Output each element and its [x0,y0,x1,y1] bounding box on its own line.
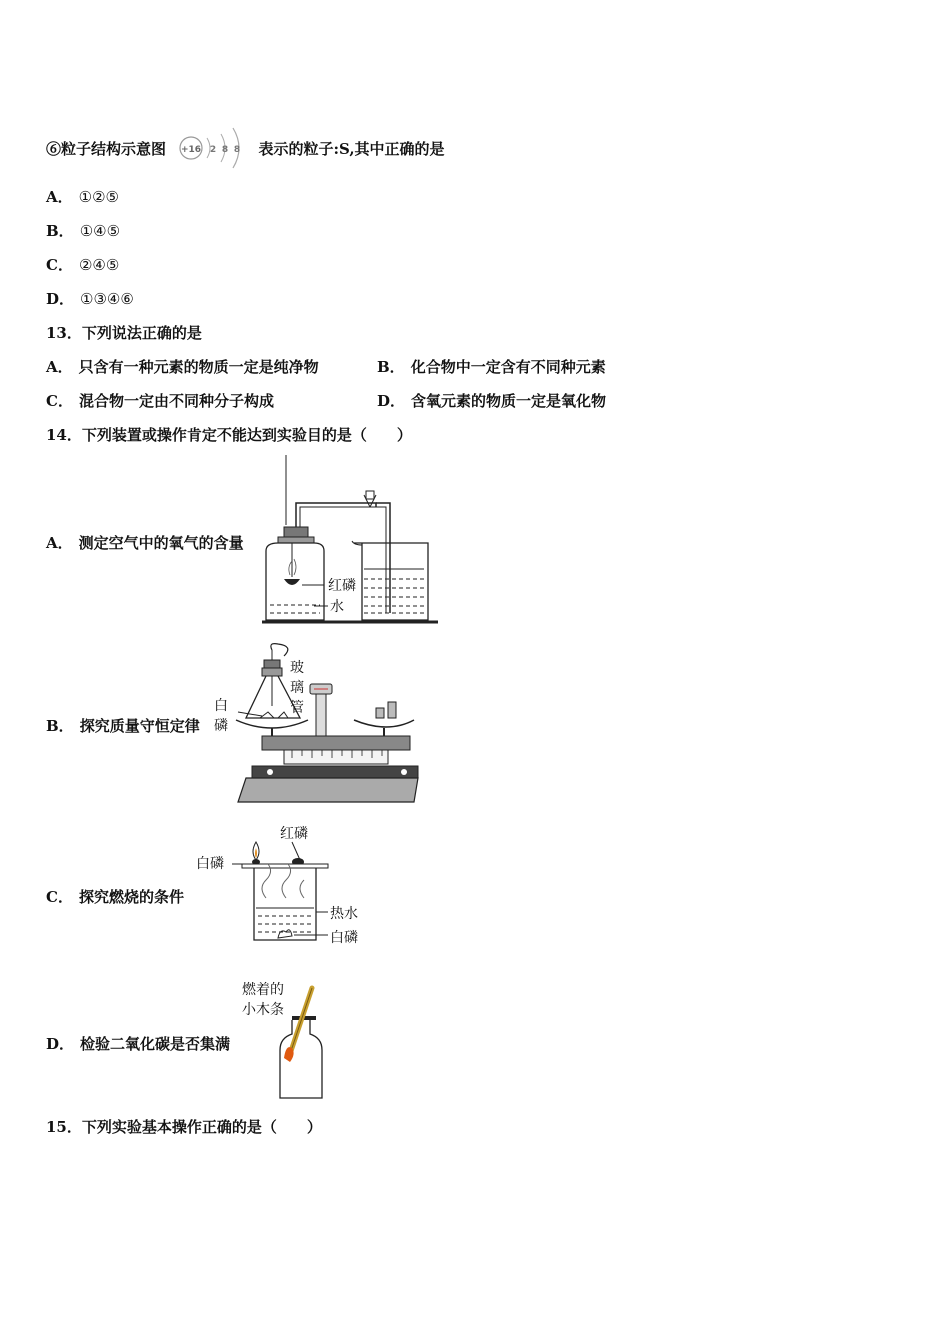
q13-option-d: D． 含氧元素的物质一定是氧化物 [377,392,607,410]
item-marker: ⑥ [46,140,62,158]
label-tube-3: 管 [290,700,304,716]
nucleus-charge: +16 [181,145,202,155]
label-burning-stick-1: 燃着的 [242,982,284,998]
q12-option-d: D． ①③④⑥ [46,290,134,308]
label-tube-1: 玻 [290,660,304,676]
oxygen-content-apparatus [258,455,442,627]
label-red-phosphorus: 红磷 [328,578,356,594]
q12-option-c: C． ②④⑤ [46,256,120,274]
shell-2-count: 8 [222,145,229,155]
item-text-before: 粒子结构示意图 [61,140,167,158]
label-red-phosphorus-c: 红磷 [280,826,308,842]
q14-option-d: D． 检验二氧化碳是否集满 [46,1035,231,1053]
q14-option-a: A． 测定空气中的氧气的含量 [46,534,244,552]
label-white-2: 磷 [214,718,228,734]
label-hot-water: 热水 [330,906,358,922]
q12-option-b: B． ①④⑤ [46,222,121,240]
q13-option-b: B． 化合物中一定含有不同种元素 [377,358,606,376]
q12-option-a: A． ①②⑤ [46,188,119,206]
item-text-after: 表示的粒子:S,其中正确的是 [258,140,445,158]
shell-1-count: 2 [210,145,217,155]
label-burning-stick-2: 小木条 [242,1002,284,1018]
atom-structure-diagram [177,125,247,171]
shell-3-count: 8 [234,145,241,155]
q15-stem: 15．下列实验基本操作正确的是（ ） [46,1118,322,1136]
label-tube-2: 璃 [290,680,304,696]
q12-item-6 [46,127,445,173]
mass-conservation-balance [208,640,422,808]
label-water: 水 [330,599,344,615]
q13-option-a: A． 只含有一种元素的物质一定是纯净物 [46,358,319,376]
q13-option-c: C． 混合物一定由不同种分子构成 [46,392,274,410]
label-white-phosphorus-bottom: 白磷 [330,930,358,946]
q13-stem: 13．下列说法正确的是 [46,324,202,342]
combustion-conditions-apparatus [192,818,372,950]
q14-stem: 14．下列装置或操作肯定不能达到实验目的是（ ） [46,426,412,444]
label-white-1: 白 [214,698,228,714]
co2-full-test-apparatus [238,978,338,1104]
q14-option-b: B． 探究质量守恒定律 [46,717,200,735]
label-white-phosphorus-top: 白磷 [196,856,224,872]
q14-option-c: C． 探究燃烧的条件 [46,888,184,906]
